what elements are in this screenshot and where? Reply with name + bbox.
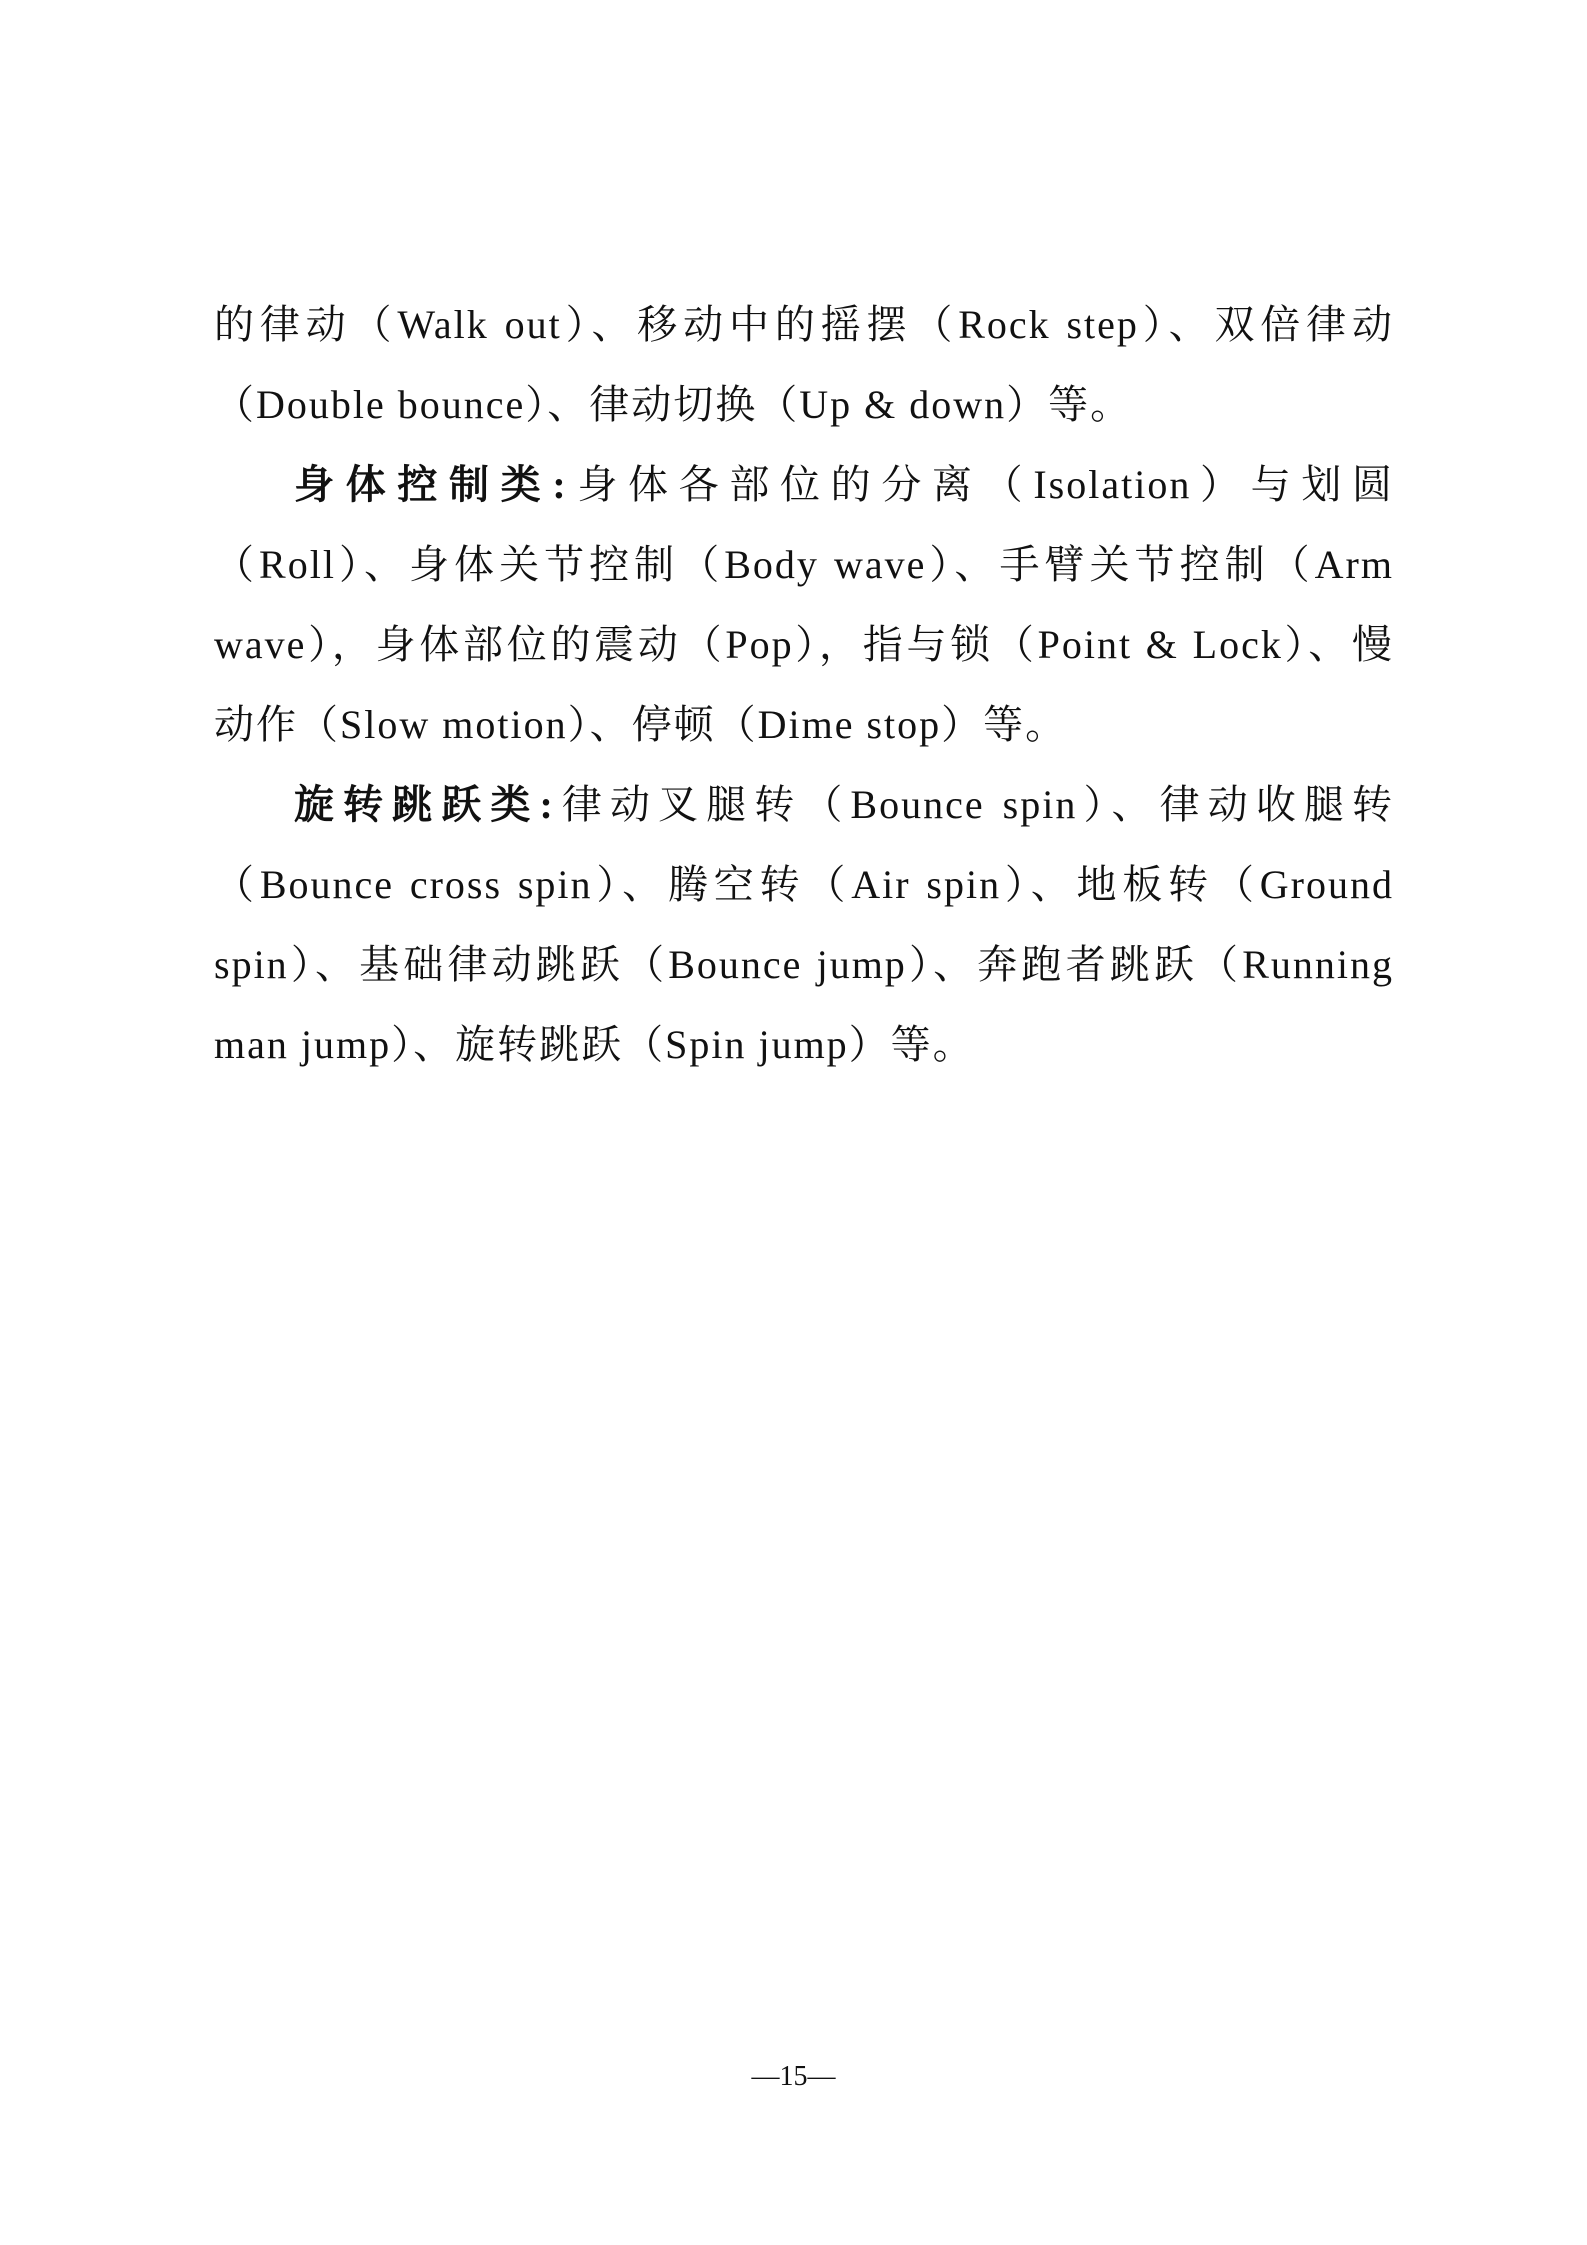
paragraph-heading: 旋转跳跃类: xyxy=(294,782,556,827)
paragraph-body-control xyxy=(214,445,1394,765)
paragraph-continuation xyxy=(214,285,1394,445)
paragraph-text: 的律动（Walk out）、移动中的摇摆（Rock step）、双倍律动（Double bounce）、律动切换（Up & down）等。 xyxy=(214,302,1394,427)
body-text xyxy=(214,285,1394,1085)
page-number: —15— xyxy=(751,2061,836,2092)
paragraph-text: 身体各部位的分离（Isolation）与划圆（Roll）、身体关节控制（Body wave）、手臂关节控制（Arm wave），身体部位的震动（Pop），指与锁（Point & Lock）、慢动作（Slow motion）、停顿（Dime stop）等。 xyxy=(214,462,1395,747)
paragraph-spin-jump xyxy=(214,765,1394,1085)
paragraph-heading: 身体控制类: xyxy=(294,462,569,507)
paragraph-text: 律动叉腿转（Bounce spin）、律动收腿转（Bounce cross spin）、腾空转（Air spin）、地板转（Ground spin）、基础律动跳跃（Bounce jump）、奔跑者跳跃（Running man jump）、旋转跳跃（Spin jump）等。 xyxy=(214,782,1394,1067)
